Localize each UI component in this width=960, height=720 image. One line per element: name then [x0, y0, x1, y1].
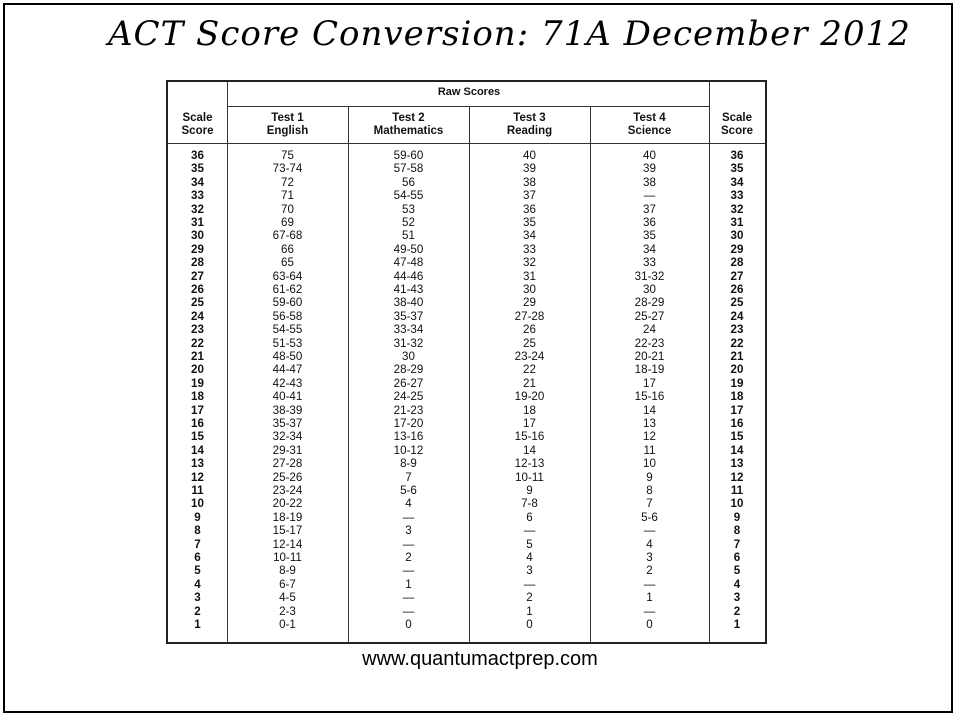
scale-score-cell: 32: [191, 202, 204, 216]
scale-score-cell: 34: [730, 175, 744, 189]
scale-score-cell: 28: [191, 256, 204, 270]
raw-score-cell: 38-40: [393, 296, 424, 310]
scale-score-cell: 31: [730, 216, 744, 229]
scale-score-cell: 36: [191, 149, 204, 162]
scale-score-cell: 12: [191, 470, 204, 484]
raw-score-cell: 17: [523, 417, 536, 430]
raw-score-cell: 6-7: [279, 577, 296, 591]
table-row: [168, 296, 765, 309]
raw-score-cell: 10-12: [393, 443, 424, 457]
scale-score-cell: 24: [191, 309, 204, 323]
raw-score-cell: 30: [402, 350, 415, 363]
scale-score-cell: 10: [730, 497, 744, 511]
table-row: [168, 457, 765, 470]
raw-score-cell: 9: [526, 484, 533, 497]
table-row: [168, 497, 765, 510]
raw-score-cell: 49-50: [393, 242, 424, 256]
raw-score-cell: 0-1: [279, 618, 296, 631]
raw-scores-divider: [227, 106, 709, 107]
raw-score-cell: 23-24: [272, 484, 303, 497]
raw-score-cell: 2: [646, 564, 653, 578]
raw-score-cell: 26-27: [393, 376, 424, 390]
scale-score-cell: 29: [730, 242, 744, 256]
scale-score-cell: 3: [733, 591, 741, 605]
raw-score-cell: 38: [523, 175, 536, 189]
table-row: [168, 162, 765, 175]
table-row: [168, 377, 765, 390]
raw-score-cell: 38-39: [272, 403, 303, 417]
scale-score-cell: 23: [730, 323, 744, 337]
raw-score-cell: 35-37: [393, 309, 424, 323]
raw-score-cell: 34: [643, 242, 656, 256]
raw-score-cell: 37: [643, 202, 656, 216]
raw-score-cell: 22-23: [634, 336, 665, 350]
raw-score-cell: 48-50: [272, 350, 303, 363]
header-line: Test 3: [513, 112, 546, 124]
table-row: [168, 618, 765, 631]
raw-score-cell: —: [643, 577, 656, 591]
scale-score-cell: 17: [730, 403, 744, 417]
scale-score-cell: 35: [730, 162, 744, 176]
table-row: [168, 283, 765, 296]
raw-score-cell: 39: [523, 162, 536, 176]
raw-score-cell: 47-48: [393, 256, 424, 270]
header-test2-mathematics: [348, 112, 469, 138]
table-row: [168, 203, 765, 216]
scale-score-cell: 5: [194, 564, 201, 578]
scale-score-cell: 22: [730, 336, 744, 350]
header-line: Test 4: [633, 112, 666, 124]
raw-score-cell: 53: [402, 202, 415, 216]
scale-score-cell: 19: [730, 376, 744, 390]
raw-score-cell: 7-8: [521, 497, 538, 511]
raw-score-cell: 37: [523, 189, 536, 203]
table-row: [168, 176, 765, 189]
raw-score-cell: 14: [523, 443, 536, 457]
raw-score-cell: 24: [643, 323, 656, 337]
table-row: [168, 591, 765, 604]
raw-score-cell: 8-9: [279, 564, 296, 578]
raw-score-cell: 28-29: [393, 363, 424, 377]
raw-score-cell: 27-28: [272, 457, 303, 471]
raw-score-cell: 33: [523, 242, 536, 256]
raw-score-cell: 4-5: [279, 591, 296, 605]
raw-score-cell: 1: [646, 591, 653, 605]
scale-score-cell: 27: [191, 269, 204, 283]
scale-score-cell: 18: [191, 390, 204, 404]
header-line: Test 2: [392, 112, 425, 124]
scale-score-cell: 21: [730, 350, 744, 363]
raw-score-cell: 21-23: [393, 403, 424, 417]
table-row: [168, 363, 765, 376]
table-row: [168, 605, 765, 618]
raw-score-cell: 26: [523, 323, 536, 337]
raw-score-cell: 10-11: [273, 551, 302, 564]
raw-score-cell: 59-60: [272, 296, 303, 310]
scale-score-cell: 4: [733, 577, 741, 591]
scale-score-cell: 22: [191, 336, 204, 350]
scale-score-cell: 26: [191, 283, 204, 296]
scale-score-cell: 31: [191, 216, 204, 229]
raw-score-cell: 0: [405, 618, 412, 631]
table-row: [168, 256, 765, 269]
header-test4-science: [590, 112, 709, 138]
raw-score-cell: 29: [523, 296, 536, 310]
scale-score-cell: 11: [191, 484, 204, 497]
raw-score-cell: 13: [643, 417, 656, 430]
score-conversion-table: [166, 80, 767, 644]
scale-score-cell: 30: [191, 229, 204, 243]
raw-score-cell: 51-53: [272, 336, 303, 350]
table-row: [168, 243, 765, 256]
table-row: [168, 323, 765, 336]
raw-score-cell: 67-68: [272, 229, 303, 243]
table-row: [168, 350, 765, 363]
scale-score-cell: 4: [194, 577, 201, 591]
raw-score-cell: —: [402, 537, 415, 551]
raw-score-cell: 40: [643, 149, 656, 162]
table-row: [168, 189, 765, 202]
raw-score-cell: 8: [646, 484, 653, 497]
raw-score-cell: 4: [526, 551, 533, 564]
scale-score-cell: 5: [733, 564, 741, 578]
table-row: [168, 471, 765, 484]
raw-score-cell: 42-43: [272, 376, 303, 390]
raw-score-cell: 71: [281, 189, 294, 203]
raw-score-cell: —: [402, 510, 415, 524]
raw-score-cell: 12-14: [272, 537, 303, 551]
raw-score-cell: 7: [646, 497, 653, 511]
raw-score-cell: 6: [526, 510, 533, 524]
raw-score-cell: 36: [523, 202, 536, 216]
raw-score-cell: 0: [526, 618, 533, 631]
scale-score-cell: 11: [730, 484, 744, 497]
raw-score-cell: 9: [646, 470, 653, 484]
raw-score-cell: 1: [526, 604, 533, 618]
header-line: Scale: [182, 112, 213, 124]
scale-score-cell: 26: [730, 283, 744, 296]
raw-score-cell: 23-24: [514, 350, 545, 363]
raw-score-cell: 18-19: [272, 510, 303, 524]
raw-score-cell: 3: [405, 524, 412, 538]
scale-score-cell: 35: [191, 162, 204, 176]
raw-score-cell: 40: [523, 149, 536, 162]
table-row: [168, 216, 765, 229]
scale-score-cell: 18: [730, 390, 744, 404]
raw-score-cell: 3: [646, 551, 653, 564]
raw-score-cell: 8-9: [400, 457, 417, 471]
table-row: [168, 149, 765, 162]
header-line: Test 1: [271, 112, 304, 124]
table-row: [168, 538, 765, 551]
scale-score-cell: 9: [194, 510, 201, 524]
scale-score-cell: 16: [191, 417, 204, 430]
header-line: Score: [181, 125, 214, 137]
raw-score-cell: —: [643, 524, 656, 538]
table-row: [168, 524, 765, 537]
scale-score-cell: 10: [191, 497, 204, 511]
scale-score-cell: 15: [730, 430, 744, 444]
table-row: [168, 444, 765, 457]
raw-score-cell: —: [402, 591, 415, 605]
scale-score-cell: 7: [194, 537, 201, 551]
raw-score-cell: 30: [523, 283, 536, 296]
raw-score-cell: 70: [281, 202, 294, 216]
raw-score-cell: 2-3: [279, 604, 296, 618]
page-title: ACT Score Conversion: 71A December 2012: [108, 14, 911, 54]
raw-score-cell: 54-55: [393, 189, 424, 203]
scale-score-cell: 6: [194, 551, 201, 564]
scale-score-cell: 2: [194, 604, 201, 618]
table-row: [168, 229, 765, 242]
raw-score-cell: 31-32: [393, 336, 424, 350]
scale-score-cell: 32: [730, 202, 744, 216]
raw-score-cell: 20-21: [634, 350, 665, 363]
raw-score-cell: 19-20: [514, 390, 545, 404]
header-test3-reading: [469, 112, 590, 138]
table-row: [168, 390, 765, 403]
raw-score-cell: 14: [643, 403, 656, 417]
raw-score-cell: 1: [405, 577, 412, 591]
scale-score-cell: 16: [730, 417, 744, 430]
raw-score-cell: 61-62: [272, 283, 303, 296]
scale-score-cell: 2: [733, 604, 741, 618]
raw-score-cell: 5-6: [641, 510, 658, 524]
raw-score-cell: 32-34: [272, 430, 303, 444]
scale-score-cell: 33: [191, 189, 204, 203]
raw-score-cell: 57-58: [393, 162, 424, 176]
scale-score-cell: 14: [730, 443, 744, 457]
scale-score-cell: 13: [730, 457, 744, 471]
raw-score-cell: 35: [523, 216, 536, 229]
raw-score-cell: 44-46: [393, 269, 424, 283]
raw-score-cell: —: [523, 524, 536, 538]
table-row: [168, 578, 765, 591]
raw-score-cell: 72: [281, 175, 294, 189]
raw-score-cell: 15-17: [272, 524, 303, 538]
table-row: [168, 551, 765, 564]
raw-score-cell: 34: [523, 229, 536, 243]
raw-score-cell: —: [523, 577, 536, 591]
raw-score-cell: 5-6: [400, 484, 417, 497]
scale-score-cell: 20: [191, 363, 204, 377]
scale-score-cell: 15: [191, 430, 204, 444]
scale-score-cell: 12: [730, 470, 744, 484]
scale-score-cell: 14: [191, 443, 204, 457]
scale-score-cell: 25: [191, 296, 204, 310]
raw-score-cell: 10: [643, 457, 656, 471]
raw-score-cell: 21: [523, 376, 536, 390]
table-grid: [168, 82, 765, 642]
table-row: [168, 337, 765, 350]
table-row: [168, 417, 765, 430]
raw-score-cell: 69: [281, 216, 294, 229]
raw-score-cell: 73-74: [272, 162, 303, 176]
header-line: Mathematics: [373, 125, 444, 137]
raw-score-cell: 54-55: [272, 323, 303, 337]
raw-score-cell: 28-29: [634, 296, 665, 310]
raw-score-cell: 18-19: [634, 363, 665, 377]
scale-score-cell: 23: [191, 323, 204, 337]
table-row: [168, 430, 765, 443]
header-line: Science: [627, 125, 672, 137]
scale-score-cell: 17: [191, 403, 204, 417]
raw-score-cell: —: [402, 564, 415, 578]
raw-score-cell: 24-25: [393, 390, 424, 404]
raw-scores-label: Raw Scores: [437, 86, 501, 98]
scale-score-cell: 1: [733, 618, 741, 631]
raw-score-cell: 31-32: [634, 269, 665, 283]
raw-score-cell: 56: [402, 175, 415, 189]
raw-score-cell: 38: [643, 175, 656, 189]
raw-score-cell: 12-13: [514, 457, 545, 471]
scale-score-cell: 8: [194, 524, 201, 538]
raw-score-cell: 35: [643, 229, 656, 243]
scale-score-cell: 27: [730, 269, 744, 283]
raw-score-cell: 36: [643, 216, 656, 229]
scale-score-cell: 3: [194, 591, 201, 605]
raw-score-cell: 2: [405, 551, 412, 564]
table-row: [168, 270, 765, 283]
table-row: [168, 404, 765, 417]
raw-score-cell: 10-11: [515, 470, 544, 484]
raw-score-cell: 15-16: [514, 430, 545, 444]
scale-score-cell: 36: [730, 149, 744, 162]
raw-score-cell: 66: [281, 242, 294, 256]
scale-score-cell: 7: [733, 537, 741, 551]
table-row: [168, 564, 765, 577]
scale-score-cell: 9: [733, 510, 741, 524]
raw-score-cell: 22: [523, 363, 536, 377]
raw-score-cell: 7: [405, 470, 412, 484]
scale-score-cell: 25: [730, 296, 744, 310]
scale-score-cell: 20: [730, 363, 744, 377]
scale-score-cell: 29: [191, 242, 204, 256]
raw-score-cell: 41-43: [393, 283, 424, 296]
header-line: Reading: [506, 125, 553, 137]
raw-score-cell: 39: [643, 162, 656, 176]
raw-score-cell: 13-16: [393, 430, 424, 444]
raw-score-cell: 63-64: [272, 269, 303, 283]
scale-score-cell: 34: [191, 175, 204, 189]
raw-score-cell: 17-20: [393, 417, 424, 430]
scale-score-cell: 19: [191, 376, 204, 390]
scale-score-cell: 24: [730, 309, 744, 323]
raw-score-cell: 3: [526, 564, 533, 578]
raw-score-cell: 51: [402, 229, 415, 243]
raw-score-cell: 44-47: [272, 363, 303, 377]
scale-score-cell: 6: [733, 551, 741, 564]
header-line: English: [266, 125, 309, 137]
raw-score-cell: 15-16: [634, 390, 665, 404]
scale-score-cell: 1: [194, 618, 201, 631]
scale-score-cell: 30: [730, 229, 744, 243]
raw-score-cell: 20-22: [272, 497, 303, 511]
raw-score-cell: 25: [523, 336, 536, 350]
raw-score-cell: —: [643, 604, 656, 618]
header-scale-score-left: [168, 112, 227, 138]
header-test1-english: [227, 112, 348, 138]
website-url: www.quantumactprep.com: [362, 648, 598, 670]
raw-score-cell: 18: [523, 403, 536, 417]
raw-score-cell: 59-60: [393, 149, 424, 162]
raw-score-cell: 40-41: [272, 390, 303, 404]
raw-score-cell: —: [402, 604, 415, 618]
raw-score-cell: 32: [523, 256, 536, 270]
raw-score-cell: 25-27: [634, 309, 665, 323]
scale-score-cell: 13: [191, 457, 204, 471]
raw-score-cell: 33-34: [393, 323, 424, 337]
raw-score-cell: 75: [281, 149, 294, 162]
raw-score-cell: 35-37: [272, 417, 303, 430]
table-row: [168, 484, 765, 497]
raw-score-cell: 52: [402, 216, 415, 229]
table-row: [168, 310, 765, 323]
table-row: [168, 511, 765, 524]
raw-score-cell: 33: [643, 256, 656, 270]
raw-score-cell: 27-28: [514, 309, 545, 323]
header-scale-score-right: [709, 112, 765, 138]
scale-score-cell: 28: [730, 256, 744, 270]
raw-score-cell: 56-58: [272, 309, 303, 323]
raw-score-cell: 30: [643, 283, 656, 296]
header-divider: [168, 143, 765, 144]
header-line: Score: [721, 125, 753, 137]
raw-score-cell: 31: [523, 269, 536, 283]
raw-score-cell: 12: [643, 430, 656, 444]
raw-score-cell: 65: [281, 256, 294, 270]
scale-score-cell: 21: [191, 350, 204, 363]
scale-score-cell: 33: [730, 189, 744, 203]
scale-score-cell: 8: [733, 524, 741, 538]
raw-score-cell: —: [643, 189, 656, 203]
raw-score-cell: 4: [405, 497, 412, 511]
raw-score-cell: 11: [643, 443, 656, 457]
raw-score-cell: 25-26: [272, 470, 303, 484]
raw-score-cell: 17: [643, 376, 656, 390]
raw-score-cell: 0: [646, 618, 653, 631]
raw-score-cell: 4: [646, 537, 653, 551]
raw-score-cell: 5: [526, 537, 533, 551]
header-line: Scale: [721, 112, 753, 124]
raw-score-cell: 29-31: [272, 443, 303, 457]
raw-score-cell: 2: [526, 591, 533, 605]
